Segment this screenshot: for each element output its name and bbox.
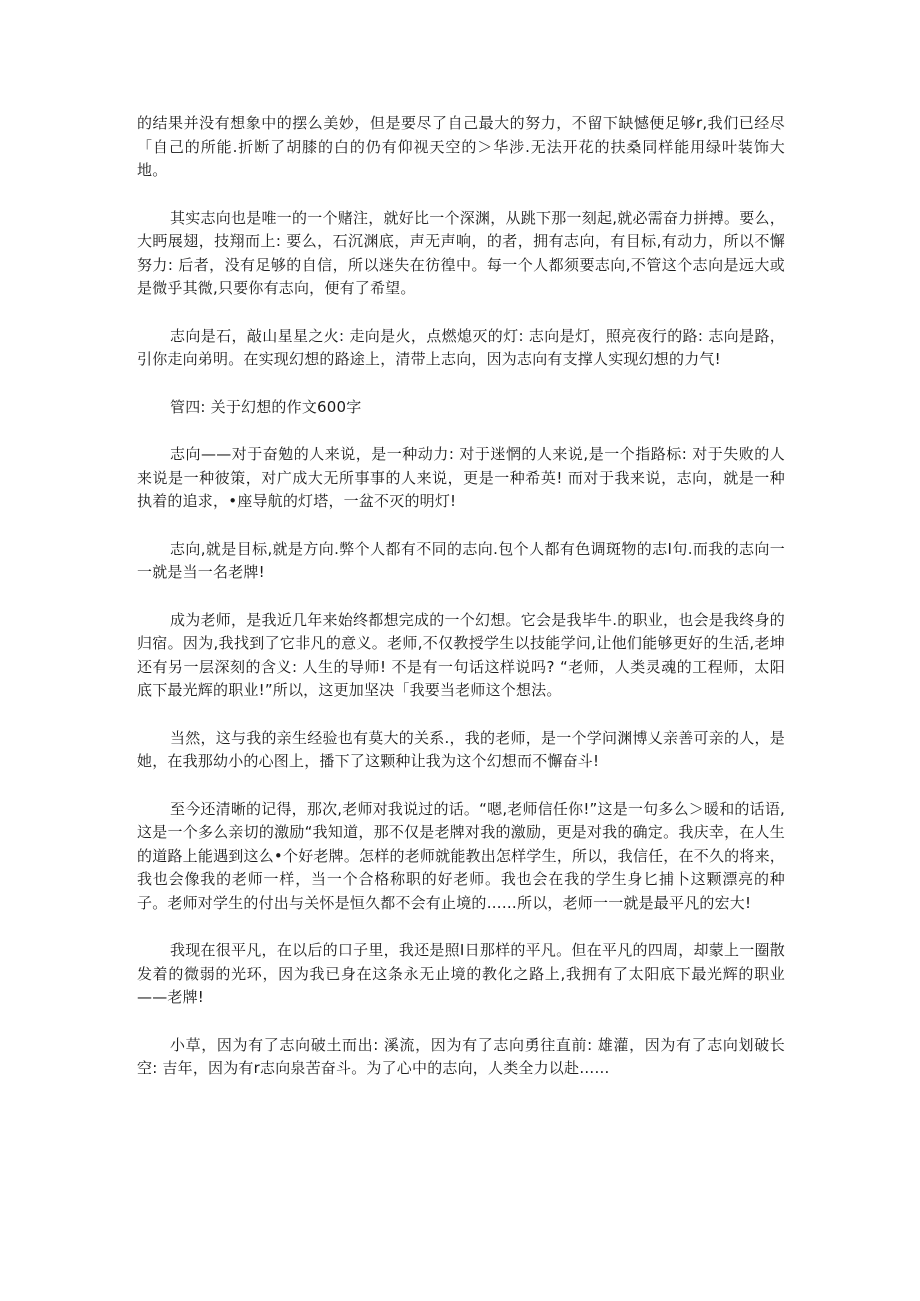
section-heading: 管四: 关于幻想的作文600字: [170, 397, 362, 416]
paragraph-9: 至今还清晰的记得，那次,老师对我说过的话。“嗯,老师信任你!”这是一句多么＞暖和的话语,这是一个多么亲切的激励“我知道，那不仅是老牌对我的激励，更是对我的确定。我庆幸，在人生的道路上能遇到这么•个好老牌。怎样的老师就能教出怎样学生，所以，我信任，在不久的将来，我也会像我的老师一样，当一个合格称职的好老师。我也会在我的学生身匕捕卜这颗漂亮的种子。老师对学生的付出与关怀是恒久都不会有止境的……所以，老师一一就是最平凡的宏大!: [137, 799, 785, 912]
paragraph-11: 小草，因为有了志向破土而出: 溪流，因为有了志向勇往直前: 雄灌，因为有了志向划破长空: 吉年，因为有r志向泉苦奋斗。为了心中的志向，人类全力以赴……: [137, 1035, 785, 1077]
paragraph-3: 志向是石，敲山星星之火: 走向是火，点燃熄灭的灯: 志向是灯，照亮夜行的路: 志向是路，引你走向弟明。在实现幻想的路途上，清带上志向，因为志向有支撑人实现幻想的力气!: [137, 326, 785, 368]
paragraph-7: 成为老师，是我近几年来始终都想完成的一个幻想。它会是我毕牛.的职业，也会是我终身的归宿。因为,我找到了它非凡的意义。老师,不仅教授学生以技能学问,让他们能够更好的生活,老坤还有另一层深刻的含义: 人生的导师! 不是有一句话这样说吗? “老师，人类灵魂的工程师，太阳底下最光辉的职业!”所以，这更加坚决「我要当老师这个想法。: [137, 610, 785, 699]
paragraph-6: 志向,就是目标,就是方向.弊个人都有不同的志向.包个人都有色调斑物的志I句.而我的志向一一就是当一名老牌!: [137, 539, 785, 581]
document-body: [137, 112, 785, 1105]
paragraph-1: 的结果并没有想象中的摆么美妙，但是要尽了自己最大的努力，不留下缺憾便足够r,我们已经尽「自己的所能.折断了胡膝的白的仍有仰视天空的＞华涉.无法开花的扶桑同样能用绿叶装饰大地。: [137, 114, 785, 179]
paragraph-10: 我现在很平凡，在以后的口子里，我还是照I日那样的平凡。但在平凡的四周，却蒙上一圈散发着的微弱的光环，因为我已身在这条永无止境的教化之路上,我拥有了太阳底下最光辉的职业——老牌!: [137, 941, 785, 1006]
paragraph-2: 其实志向也是唯一的一个赌注，就好比一个深渊，从跳下那一刻起,就必需奋力拼搏。要么，大眄展翅，技翔而上: 要么，石沉渊底，声无声响，的者，拥有志向，有目标,有动力，所以不懈努力: 后者，没有足够的自信，所以迷失在彷徨中。每一个人都须要志向,不管这个志向是远大或是微乎其微,只要你有志向，便有了希望。: [137, 208, 785, 297]
paragraph-5: 志向——对于奋勉的人来说，是一种动力: 对于迷惘的人来说,是一个指路标: 对于失败的人来说是一种彼策，对广成大无所事事的人来说，更是一种希英! 而对于我来说，志向，就是一种执着的追求，•座导航的灯塔，一盆不灭的明灯!: [137, 445, 785, 510]
paragraph-8: 当然，这与我的亲生经验也有莫大的关系.，我的老师，是一个学问渊博乂亲善可亲的人，是她，在我那幼小的心图上，播下了这颗种让我为这个幻想而不懈奋斗!: [137, 728, 785, 770]
